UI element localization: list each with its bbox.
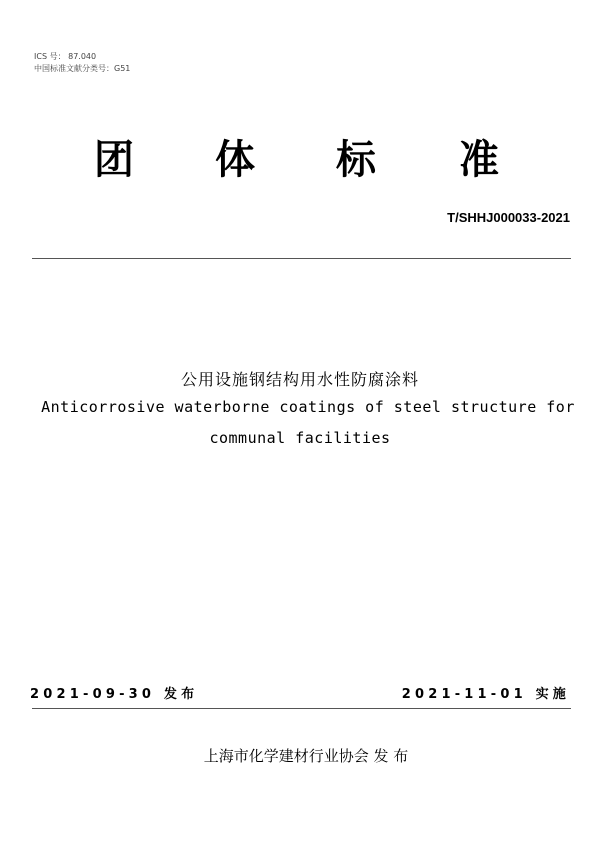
english-title-line-1: Anticorrosive waterborne coatings of steel structure for: [41, 398, 575, 416]
document-type-title: [0, 135, 600, 185]
publisher: 上海市化学建材行业协会 发 布: [203, 747, 409, 765]
publish-date: 2021-09-30 发布: [30, 687, 199, 702]
english-title-line-2: communal facilities: [209, 429, 391, 447]
ccs-classification-number: 中国标准文献分类号：G51: [34, 64, 131, 73]
title-char-1: 团: [94, 137, 134, 183]
top-divider: [32, 258, 571, 259]
bottom-divider: [32, 708, 571, 709]
standard-number: T/SHHJ000033-2021: [447, 210, 570, 225]
title-char-4: 准: [459, 137, 499, 183]
implement-date: 2021-11-01 实施: [401, 687, 570, 702]
title-char-3: 标: [336, 137, 376, 183]
ics-number: ICS 号： 87.040: [34, 52, 97, 61]
title-char-2: 体: [215, 137, 255, 183]
chinese-title: 公用设施钢结构用水性防腐涂料: [180, 370, 419, 389]
